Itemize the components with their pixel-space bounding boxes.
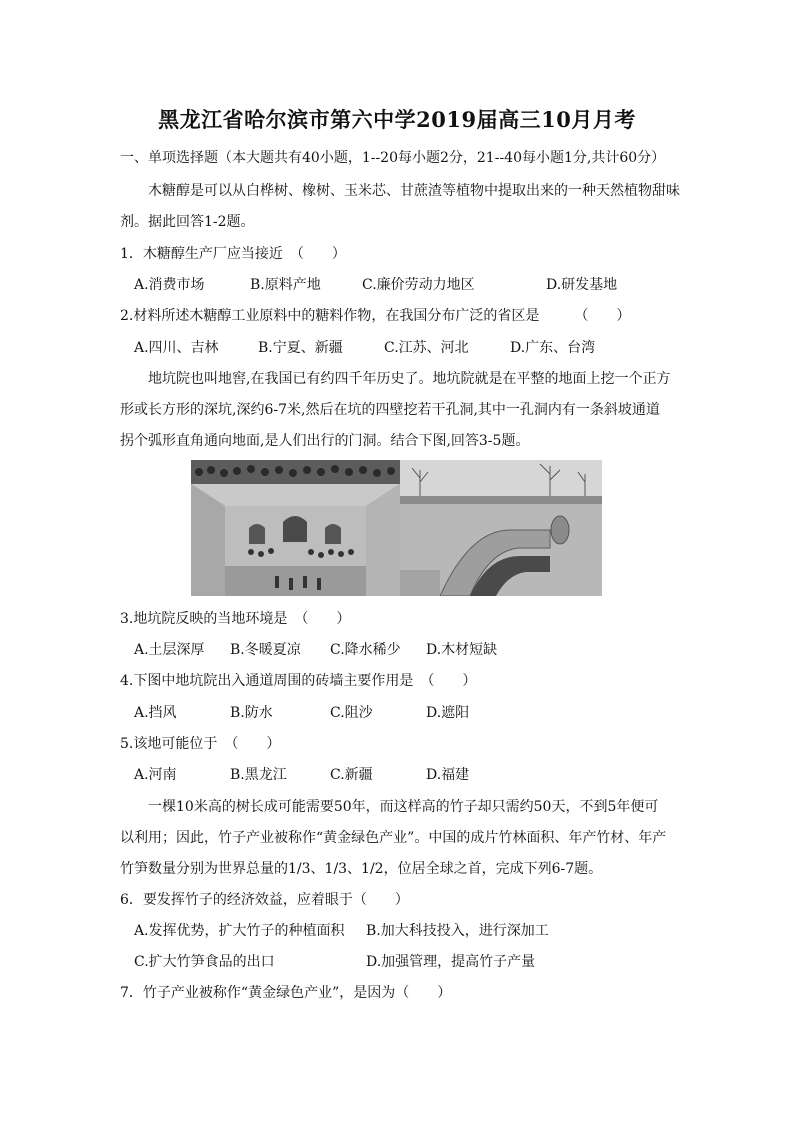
question-7-stem: 7．竹子产业被称作“黄金绿色产业”，是因为（ ）	[120, 985, 452, 1001]
entrance-photo	[400, 460, 602, 596]
q5-option-b: B.黑龙江	[230, 767, 287, 783]
q4-option-a: A.挡风	[134, 705, 177, 721]
q6-option-d: D.加强管理，提高竹子产量	[366, 954, 536, 970]
page-title: 黑龙江省哈尔滨市第六中学2019届高三10月月考	[158, 107, 636, 132]
q6-option-c: C.扩大竹笋食品的出口	[134, 954, 275, 970]
q6-option-b: B.加大科技投入，进行深加工	[366, 923, 549, 939]
passage-3-line-2: 以利用；因此，竹子产业被称作“黄金绿色产业”。中国的成片竹林面积、年产竹材、年产	[120, 830, 667, 846]
q1-option-c: C.廉价劳动力地区	[362, 277, 475, 293]
courtyard-photo	[191, 460, 400, 596]
q2-option-d: D.广东、台湾	[510, 340, 596, 356]
q5-option-a: A.河南	[134, 767, 177, 783]
passage-2-line-3: 拐个弧形直角通向地面,是人们出行的门洞。结合下图,回答3-5题。	[120, 433, 530, 449]
q2-option-b: B.宁夏、新疆	[258, 340, 343, 356]
q2-option-a: A.四川、吉林	[134, 340, 219, 356]
passage-2-line-1: 地坑院也叫地窖,在我国已有约四千年历史了。地坑院就是在平整的地面上挖一个正方	[148, 371, 671, 387]
dikengyuan-photos	[191, 460, 602, 596]
q1-option-b: B.原料产地	[250, 277, 321, 293]
section-heading: 一、单项选择题（本大题共有40小题，1--20每小题2分，21--40每小题1分,共计60分）	[120, 150, 666, 166]
q1-option-d: D.研发基地	[546, 277, 618, 293]
q6-option-a: A.发挥优势，扩大竹子的种植面积	[134, 923, 345, 939]
q3-option-c: C.降水稀少	[330, 642, 401, 658]
question-1-stem: 1．木糖醇生产厂应当接近 （ ）	[120, 246, 346, 262]
question-6-stem: 6．要发挥竹子的经济效益，应着眼于（ ）	[120, 892, 409, 908]
q1-option-a: A.消费市场	[134, 277, 205, 293]
question-4-stem: 4.下图中地坑院出入通道周围的砖墙主要作用是 （ ）	[120, 673, 477, 689]
passage-1-line-1: 木糖醇是可以从白桦树、橡树、玉米芯、甘蔗渣等植物中提取出来的一种天然植物甜味	[148, 183, 680, 199]
question-3-stem: 3.地坑院反映的当地环境是 （ ）	[120, 611, 351, 627]
passage-3-line-1: 一棵10米高的树长成可能需要50年，而这样高的竹子却只需约50天，不到5年便可	[148, 799, 659, 815]
q3-option-d: D.木材短缺	[426, 642, 498, 658]
q3-option-a: A.土层深厚	[134, 642, 205, 658]
q3-option-b: B.冬暖夏凉	[230, 642, 301, 658]
q4-option-b: B.防水	[230, 705, 273, 721]
q4-option-d: D.遮阳	[426, 705, 470, 721]
question-5-stem: 5.该地可能位于 （ ）	[120, 736, 281, 752]
q4-option-c: C.阻沙	[330, 705, 373, 721]
q5-option-d: D.福建	[426, 767, 470, 783]
q2-option-c: C.江苏、河北	[384, 340, 469, 356]
passage-2-line-2: 形或长方形的深坑,深约6-7米,然后在坑的四壁挖若干孔洞,其中一孔洞内有一条斜坡通道	[120, 402, 660, 418]
q5-option-c: C.新疆	[330, 767, 373, 783]
passage-1-line-2: 剂。据此回答1-2题。	[120, 214, 255, 230]
question-2-stem: 2.材料所述木糖醇工业原料中的糖料作物，在我国分布广泛的省区是 （ ）	[120, 308, 631, 324]
passage-3-line-3: 竹笋数量分别为世界总量的1/3、1/3、1/2，位居全球之首，完成下列6-7题。	[120, 861, 603, 877]
